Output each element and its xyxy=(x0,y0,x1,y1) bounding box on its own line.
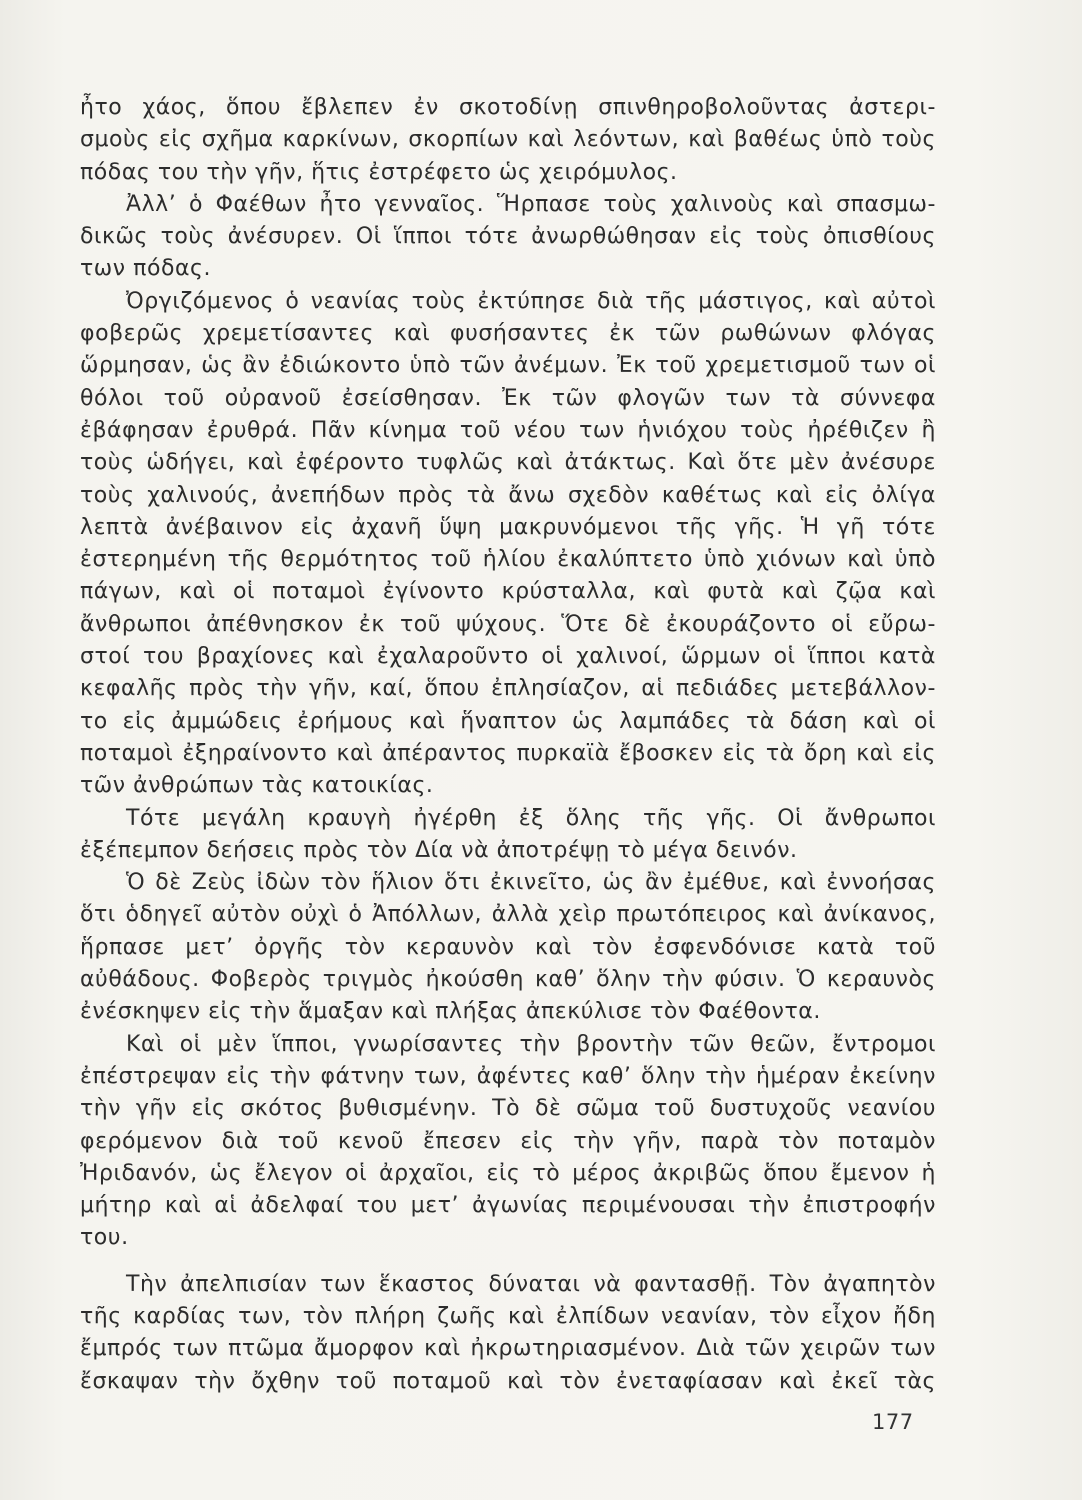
text-line: δικῶς τοὺς ἀνέσυρεν. Οἱ ἵπποι τότε ἀνωρθώθησαν εἰς τοὺς ὀπισθίους xyxy=(80,224,936,250)
body-text xyxy=(80,92,936,1398)
text-line: τῶν ἀνθρώπων τὰς κατοικίας. xyxy=(80,773,434,799)
text-line: Ἠριδανόν, ὡς ἔλεγον οἱ ἀρχαῖοι, εἰς τὸ μέρος ἀκριβῶς ὅπου ἔμενον ἡ xyxy=(80,1160,936,1186)
text-line: τῆς καρδίας των, τὸν πλήρη ζωῆς καὶ ἐλπίδων νεανίαν, τὸν εἶχον ἤδη xyxy=(80,1303,936,1329)
text-line: ἐπέστρεψαν εἰς τὴν φάτνην των, ἀφέντες καθ’ ὅλην τὴν ἡμέραν ἐκείνην xyxy=(80,1063,936,1089)
text-line: πόδας του τὴν γῆν, ἥτις ἐστρέφετο ὡς χειρόμυλος. xyxy=(80,159,678,185)
text-line: ἄνθρωποι ἀπέθνησκον ἐκ τοῦ ψύχους. Ὅτε δὲ ἐκουράζοντο οἱ εὔρω- xyxy=(80,611,936,637)
text-line: κεφαλῆς πρὸς τὴν γῆν, καί, ὅπου ἐπλησίαζον, αἱ πεδιάδες μετεβάλλον- xyxy=(80,676,936,702)
text-line: Ὁ δὲ Ζεὺς ἰδὼν τὸν ἥλιον ὅτι ἐκινεῖτο, ὡς ἂν ἐμέθυε, καὶ ἐννοήσας xyxy=(126,870,936,896)
text-line: φοβερῶς χρεμετίσαντες καὶ φυσήσαντες ἐκ τῶν ρωθώνων φλόγας xyxy=(80,321,936,347)
text-line: των πόδας. xyxy=(80,256,212,282)
text-line: σμοὺς εἰς σχῆμα καρκίνων, σκορπίων καὶ λεόντων, καὶ βαθέως ὑπὸ τοὺς xyxy=(80,127,936,153)
text-line: ἐνέσκηψεν εἰς τὴν ἅμαξαν καὶ πλήξας ἀπεκύλισε τὸν Φαέθοντα. xyxy=(80,999,821,1025)
text-line: ἔμπρός των πτῶμα ἄμορφον καὶ ἠκρωτηριασμένον. Διὰ τῶν χειρῶν των xyxy=(80,1336,936,1362)
text-line: τοὺς χαλινούς, ἀνεπήδων πρὸς τὰ ἄνω σχεδὸν καθέτως καὶ εἰς ὀλίγα xyxy=(80,482,936,508)
text-line: πάγων, καὶ οἱ ποταμοὶ ἐγίνοντο κρύσταλλα, καὶ φυτὰ καὶ ζῷα καὶ xyxy=(80,579,936,605)
text-line: Τὴν ἀπελπισίαν των ἕκαστος δύναται νὰ φαντασθῇ. Τὸν ἀγαπητὸν xyxy=(126,1271,936,1297)
text-line: τοὺς ὡδήγει, καὶ ἐφέροντο τυφλῶς καὶ ἀτάκτως. Καὶ ὅτε μὲν ἀνέσυρε xyxy=(80,450,936,476)
text-line: ποταμοὶ ἐξηραίνοντο καὶ ἀπέραντος πυρκαϊὰ ἔβοσκεν εἰς τὰ ὄρη καὶ εἰς xyxy=(80,740,936,766)
text-line: του. xyxy=(80,1225,129,1251)
text-line: Ἀλλ’ ὁ Φαέθων ἦτο γενναῖος. Ἥρπασε τοὺς χαλινοὺς καὶ σπασμω- xyxy=(126,191,936,217)
text-line: ἐβάφησαν ἐρυθρά. Πᾶν κίνημα τοῦ νέου των ἡνιόχου τοὺς ἠρέθιζεν ἢ xyxy=(80,417,936,443)
text-line: ἐστερημένη τῆς θερμότητος τοῦ ἡλίου ἐκαλύπτετο ὑπὸ χιόνων καὶ ὑπὸ xyxy=(80,547,936,573)
text-line: μήτηρ καὶ αἱ ἀδελφαί του μετ’ ἀγωνίας περιμένουσαι τὴν ἐπιστροφήν xyxy=(80,1193,936,1219)
text-line: ἔσκαψαν τὴν ὄχθην τοῦ ποταμοῦ καὶ τὸν ἐνεταφίασαν καὶ ἐκεῖ τὰς xyxy=(80,1368,936,1394)
text-line: λεπτὰ ἀνέβαινον εἰς ἀχανῆ ὕψη μακρυνόμενοι τῆς γῆς. Ἡ γῆ τότε xyxy=(80,514,936,540)
text-line: ἥρπασε μετ’ ὀργῆς τὸν κεραυνὸν καὶ τὸν ἐσφενδόνισε κατὰ τοῦ xyxy=(80,934,936,960)
text-line: αὐθάδους. Φοβερὸς τριγμὸς ἠκούσθη καθ’ ὅλην τὴν φύσιν. Ὁ κεραυνὸς xyxy=(80,967,936,993)
page-number: 177 xyxy=(872,1410,914,1434)
text-line: φερόμενον διὰ τοῦ κενοῦ ἔπεσεν εἰς τὴν γῆν, παρὰ τὸν ποταμὸν xyxy=(80,1128,936,1154)
text-line: θόλοι τοῦ οὐρανοῦ ἐσείσθησαν. Ἐκ τῶν φλογῶν των τὰ σύννεφα xyxy=(80,385,936,411)
text-line: Ὀργιζόμενος ὁ νεανίας τοὺς ἐκτύπησε διὰ τῆς μάστιγος, καὶ αὐτοὶ xyxy=(126,288,936,314)
text-line: ὅτι ὁδηγεῖ αὐτὸν οὐχὶ ὁ Ἀπόλλων, ἀλλὰ χεὶρ πρωτόπειρος καὶ ἀνίκανος, xyxy=(80,902,936,928)
text-line: ὥρμησαν, ὡς ἂν ἐδιώκοντο ὑπὸ τῶν ἀνέμων. Ἐκ τοῦ χρεμετισμοῦ των οἱ xyxy=(80,353,936,379)
text-line: ἐξέπεμπον δεήσεις πρὸς τὸν Δία νὰ ἀποτρέψῃ τὸ μέγα δεινόν. xyxy=(80,837,798,863)
text-line: ἦτο χάος, ὅπου ἔβλεπεν ἐν σκοτοδίνῃ σπινθηροβολοῦντας ἀστερι- xyxy=(80,95,936,120)
text-line: Καὶ οἱ μὲν ἵπποι, γνωρίσαντες τὴν βροντὴν τῶν θεῶν, ἔντρομοι xyxy=(126,1031,936,1057)
text-line: Τότε μεγάλη κραυγὴ ἠγέρθη ἐξ ὅλης τῆς γῆς. Οἱ ἄνθρωποι xyxy=(126,805,936,831)
text-line: τὴν γῆν εἰς σκότος βυθισμένην. Τὸ δὲ σῶμα τοῦ δυστυχοῦς νεανίου xyxy=(80,1096,936,1122)
text-line: το εἰς ἀμμώδεις ἐρήμους καὶ ἥναπτον ὡς λαμπάδες τὰ δάση καὶ οἱ xyxy=(80,708,936,734)
text-line: στοί του βραχίονες καὶ ἐχαλαροῦντο οἱ χαλινοί, ὥρμων οἱ ἵπποι κατὰ xyxy=(80,644,936,670)
